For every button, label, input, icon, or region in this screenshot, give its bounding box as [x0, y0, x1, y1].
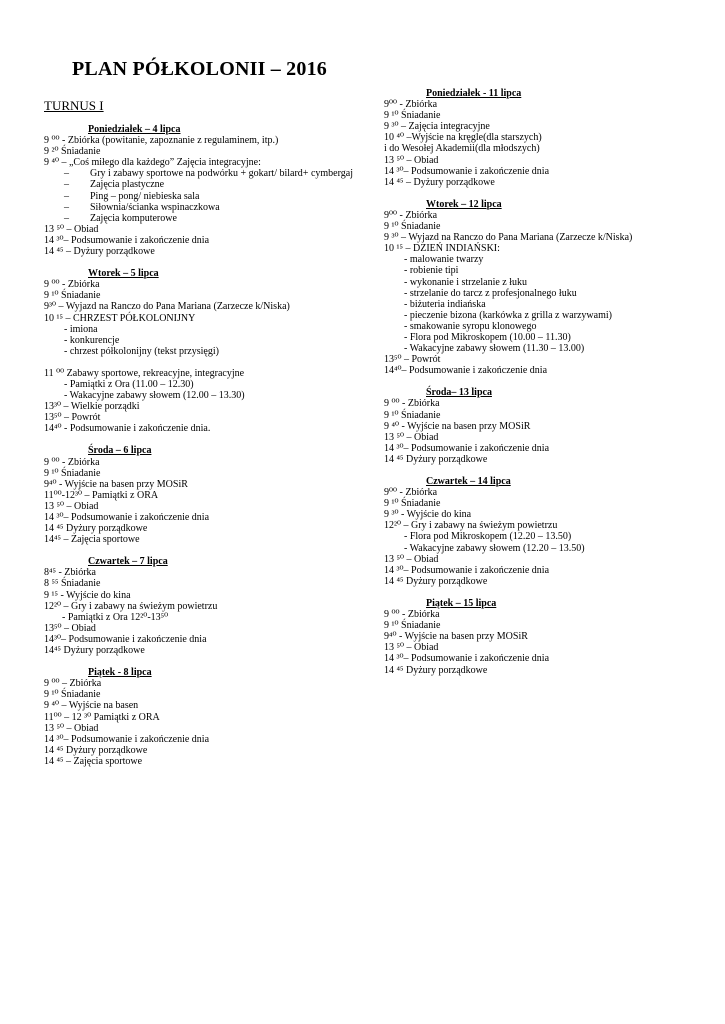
schedule-line: 14 ⁴⁵ Dyżury porządkowe	[384, 575, 488, 587]
schedule-line: 9 ¹⁰ Śniadanie	[384, 620, 441, 632]
schedule-line: 13⁵⁰ – Obiad	[44, 622, 96, 634]
schedule-line: 14 ³⁰– Podsumowanie i zakończenie dnia	[44, 512, 210, 523]
schedule-line: 9 ⁰⁰ - Zbiórka	[44, 279, 100, 291]
schedule-line: 9 ³⁰ – Wyjazd na Ranczo do Pana Mariana (Zarzecze k/Niska)	[384, 232, 633, 244]
activity-bullet: – Ping – pong/ niebieska sala	[44, 191, 364, 202]
schedule-line: - wykonanie i strzelanie z łuku	[404, 276, 528, 288]
schedule-line: 14 ³⁰– Podsumowanie i zakończenie dnia	[384, 165, 550, 177]
schedule-line: 14 ⁴⁵ Dyżury porządkowe	[384, 664, 488, 676]
schedule-line: 12²⁰ – Gry i zabawy na świeżym powietrzu	[384, 520, 558, 532]
schedule-line: 14³⁰– Podsumowanie i zakończenie dnia	[44, 633, 207, 645]
page-title: PLAN PÓŁKOLONII – 2016	[72, 58, 327, 80]
schedule-line: - Flora pod Mikroskopem (10.00 – 11.30)	[404, 331, 571, 343]
schedule-line: 9 ¹⁰ Śniadanie	[44, 689, 101, 701]
schedule-line: 13 ⁵⁰ – Obiad	[44, 223, 99, 235]
day-header: Piątek - 8 lipca	[88, 667, 152, 679]
schedule-line: 10 ¹⁵ – CHRZEST PÓŁKOLONIJNY	[44, 312, 196, 324]
turnus-heading: TURNUS I	[44, 98, 104, 113]
day-header: Piątek – 15 lipca	[426, 597, 497, 609]
right-day-block	[384, 199, 704, 377]
day-header: Czwartek – 14 lipca	[426, 476, 511, 487]
schedule-line: 14 ³⁰– Podsumowanie i zakończenie dnia	[44, 733, 210, 745]
schedule-line: 13 ⁵⁰ – Obiad	[384, 154, 439, 166]
schedule-line: 9 ¹⁰ Śniadanie	[384, 221, 441, 233]
schedule-line: 14 ³⁰– Podsumowanie i zakończenie dnia	[384, 653, 550, 665]
schedule-line: 14⁴⁰– Podsumowanie i zakończenie dnia	[384, 365, 548, 377]
activity-bullet: – Zajęcia plastyczne	[44, 179, 364, 190]
day-header: Środa– 13 lipca	[426, 387, 492, 399]
left-day-block	[44, 124, 364, 257]
day-header: Czwartek – 7 lipca	[88, 556, 168, 568]
activity-bullet: – Siłownia/ścianka wspinaczkowa	[44, 202, 364, 213]
schedule-line: 9 ¹⁵ - Wyjście do kina	[44, 589, 131, 601]
right-day-block	[384, 387, 704, 465]
schedule-line: 9 ¹⁰ Śniadanie	[384, 409, 441, 421]
schedule-line: 10 ⁴⁰ –Wyjście na kręgle(dla starszych)	[384, 132, 542, 144]
schedule-line: - Wakacyjne zabawy słowem (12.00 – 13.30)	[64, 390, 245, 402]
left-day-block	[44, 556, 364, 656]
left-day-block	[44, 445, 364, 545]
schedule-line: 14 ⁴⁵ – Zajęcia sportowe	[44, 755, 143, 767]
schedule-line: 9 ⁰⁰ - Zbiórka	[384, 609, 440, 621]
right-column	[384, 88, 704, 687]
schedule-line: - Flora pod Mikroskopem (12.20 – 13.50)	[404, 531, 572, 543]
schedule-line: 12²⁰ – Gry i zabawy na świeżym powietrzu	[44, 600, 218, 612]
day-header: Poniedziałek - 11 lipca	[426, 88, 522, 99]
day-header: Poniedziałek – 4 lipca	[88, 124, 181, 135]
day-header: Wtorek – 5 lipca	[88, 268, 159, 280]
schedule-line: - konkurencje	[64, 334, 120, 346]
schedule-line: - Wakacyjne zabawy słowem (11.30 – 13.00)	[404, 343, 585, 355]
schedule-line: 14 ³⁰– Podsumowanie i zakończenie dnia	[384, 442, 550, 454]
schedule-line: 9 ²⁰ Śniadanie	[44, 146, 101, 158]
schedule-line: 14 ³⁰– Podsumowanie i zakończenie dnia	[384, 564, 550, 576]
schedule-line: - Pamiątki z Ora 12²⁰-13⁵⁰	[62, 611, 169, 623]
schedule-line: 14 ⁴⁵ Dyżury porządkowe	[44, 523, 148, 535]
schedule-line: 14 ³⁰– Podsumowanie i zakończenie dnia	[44, 234, 210, 246]
schedule-line: 9 ¹⁰ Śniadanie	[384, 110, 441, 122]
schedule-line: 13 ⁵⁰ – Obiad	[44, 722, 99, 734]
schedule-line: 9 ¹⁰ Śniadanie	[44, 290, 101, 302]
schedule-line: 14 ⁴⁵ – Dyżury porządkowe	[44, 246, 155, 258]
schedule-line: - smakowanie syropu klonowego	[404, 320, 537, 332]
schedule-line: - malowanie twarzy	[404, 254, 484, 266]
schedule-line: 13 ⁵⁰ – Obiad	[44, 500, 99, 512]
left-day-block	[44, 268, 364, 434]
schedule-line: 13 ⁵⁰ – Obiad	[384, 431, 439, 443]
schedule-line: 14⁴⁰ - Podsumowanie i zakończenie dnia.	[44, 423, 211, 435]
schedule-line: 9 ⁰⁰ – Zbiórka	[44, 678, 102, 690]
right-day-block	[384, 88, 704, 188]
schedule-line: 14⁴⁵ – Zajęcia sportowe	[44, 534, 140, 546]
schedule-line: 9 ⁰⁰ - Zbiórka	[384, 398, 440, 410]
schedule-line: i do Wesołej Akademii(dla młodszych)	[384, 143, 540, 155]
left-column	[44, 124, 364, 778]
schedule-line: - robienie tipi	[404, 265, 459, 277]
activity-bullet: – Zajęcia komputerowe	[44, 213, 364, 224]
schedule-line: 14 ⁴⁵ Dyżury porządkowe	[384, 453, 488, 465]
right-day-block	[384, 476, 704, 587]
schedule-line: 11⁰⁰-12³⁰ – Pamiątki z ORA	[44, 489, 159, 501]
schedule-line: 14⁴⁵ Dyżury porządkowe	[44, 645, 145, 657]
schedule-line: 9 ⁴⁰ – „Coś miłego dla każdego” Zajęcia integracyjne:	[44, 157, 261, 169]
schedule-line: 9 ⁴⁰ – Wyjście na basen	[44, 700, 139, 712]
schedule-line: 14 ⁴⁵ – Dyżury porządkowe	[384, 176, 495, 188]
schedule-line: 9⁰⁰ - Zbiórka	[384, 487, 438, 499]
schedule-line: 14 ⁴⁵ Dyżury porządkowe	[44, 744, 148, 756]
schedule-line: 10 ¹⁵ – DZIEŃ INDIAŃSKI:	[384, 243, 500, 255]
spacer	[44, 357, 364, 368]
schedule-line: 9 ³⁰ – Zajęcia integracyjne	[384, 121, 490, 133]
schedule-line: - imiona	[64, 323, 98, 335]
schedule-line: 13 ⁵⁰ – Obiad	[384, 553, 439, 565]
schedule-line: 9 ⁰⁰ - Zbiórka	[44, 456, 100, 468]
schedule-line: 9³⁰ – Wyjazd na Ranczo do Pana Mariana (Zarzecze k/Niska)	[44, 301, 290, 313]
schedule-line: 11⁰⁰ – 12 ³⁰ Pamiątki z ORA	[44, 711, 160, 723]
schedule-line: - chrzest półkolonijny (tekst przysięgi)	[64, 345, 219, 357]
schedule-line: 8 ⁵⁵ Śniadanie	[44, 578, 101, 590]
day-header: Wtorek – 12 lipca	[426, 198, 502, 210]
schedule-line: 9⁴⁰ - Wyjście na basen przy MOSiR	[384, 631, 528, 643]
schedule-line: 11 ⁰⁰ Zabawy sportowe, rekreacyjne, integracyjne	[44, 367, 245, 379]
schedule-line: 9 ⁴⁰ - Wyjście na basen przy MOSiR	[384, 420, 531, 432]
schedule-line: 8⁴⁵ - Zbiórka	[44, 567, 96, 579]
schedule-line: - Wakacyjne zabawy słowem (12.20 – 13.50)	[404, 542, 585, 554]
schedule-line: 9 ³⁰ - Wyjście do kina	[384, 509, 472, 521]
schedule-line: 9⁴⁰ - Wyjście na basen przy MOSiR	[44, 478, 188, 490]
schedule-line: 13⁵⁰ – Powrót	[44, 412, 101, 424]
schedule-line: 13⁵⁰ – Powrót	[384, 354, 441, 366]
schedule-line: 9 ¹⁰ Śniadanie	[384, 498, 441, 510]
schedule-line: - biżuteria indiańska	[404, 298, 486, 310]
schedule-line: 9⁰⁰ - Zbiórka	[384, 99, 438, 111]
schedule-line: - Pamiątki z Ora (11.00 – 12.30)	[64, 378, 194, 390]
right-day-block	[384, 598, 704, 676]
schedule-line: 13 ⁵⁰ – Obiad	[384, 642, 439, 654]
day-header: Środa – 6 lipca	[88, 445, 152, 457]
schedule-line: 13³⁰ – Wielkie porządki	[44, 401, 140, 413]
schedule-line: 9⁰⁰ - Zbiórka	[384, 209, 438, 221]
schedule-line: 9 ⁰⁰ - Zbiórka (powitanie, zapoznanie z regulaminem, itp.)	[44, 135, 279, 147]
schedule-line: - strzelanie do tarcz z profesjonalnego łuku	[404, 287, 577, 299]
schedule-line: - pieczenie bizona (karkówka z grilla z warzywami)	[404, 309, 612, 321]
activity-bullet: – Gry i zabawy sportowe na podwórku + gokart/ bilard+ cymbergaj	[44, 168, 364, 179]
schedule-line: 9 ¹⁰ Śniadanie	[44, 467, 101, 479]
left-day-block	[44, 667, 364, 767]
